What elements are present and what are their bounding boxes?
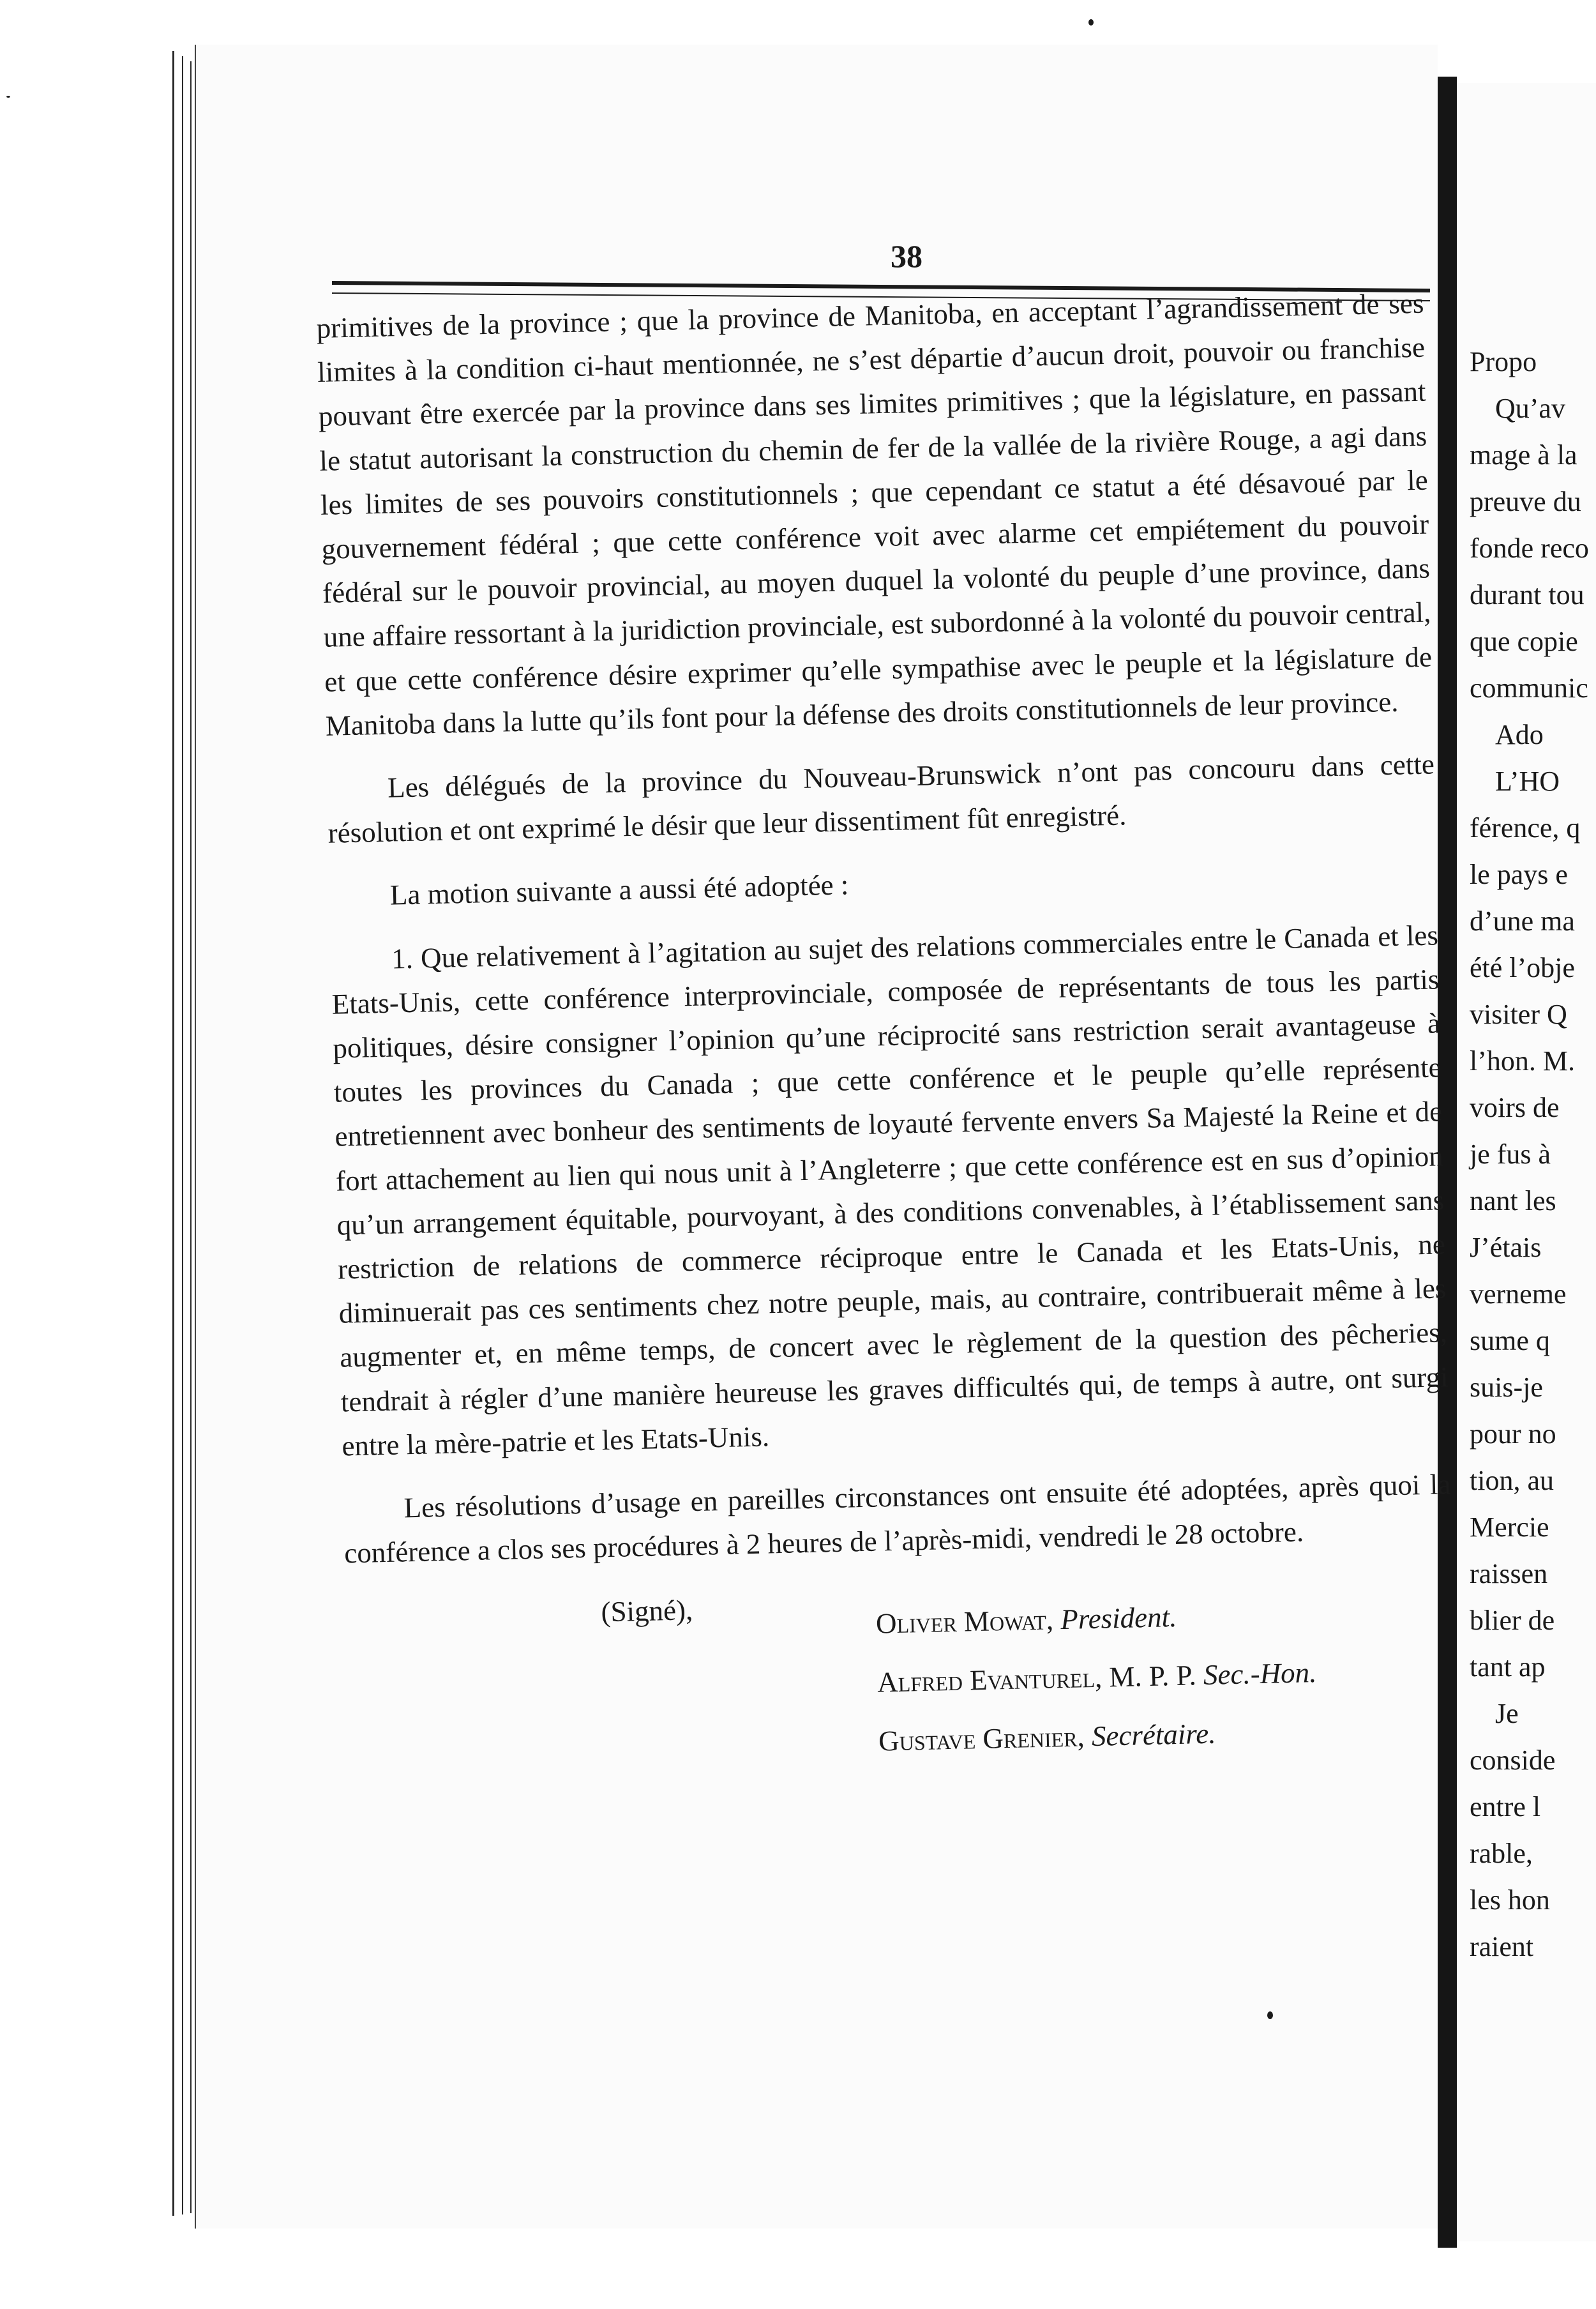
- numbered-resolution: 1. Que relativement à l’agitation au sujet des relations commerciales entre le Canada et les Etats-Unis, cette conférence interprovinciale, composée de représentants de tous les partis politiques, désire consigner l’opinion qu’une réciprocité sans restriction serait avantageuse à toutes les provinces du Canada ; que cette conférence et le peuple qu’elle représente entretiennent avec bonheur des sentiments de loyauté fervente envers Sa Majesté la Reine et de fort attachement au lien qui nous unit à l’Angleterre ; que cette conférence est en sus d’opinion qu’un arrangement équitable, pourvoyant, à des conditions convenables, à l’établissement sans restriction de relations de commerce réciproque entre le Canada et les Etats-Unis, ne diminuerait pas ces sentiments chez notre peuple, mais, au contraire, contribuerait même à les augmenter et, en même temps, de concert avec le règlement de la question des pêcheries, tendrait à régler d’une manière heureuse les graves difficultés qui, de temps à autre, ont surgi entre la mère-patrie et les Etats-Unis.: [331, 919, 1449, 1462]
- signature-block: [345, 1577, 1457, 1774]
- right-page-line: Ado: [1495, 719, 1544, 750]
- paragraph: Les délégués de la province du Nouveau-Brunswick n’ont pas concouru dans cette résolution et ont exprimé le désir que leur dissentiment fût enregistré.: [327, 748, 1435, 850]
- right-page-line: l’hon. M.: [1470, 1045, 1575, 1077]
- signatory-role: Sec.-Hon.: [1203, 1656, 1317, 1692]
- right-page-line: suis-je: [1470, 1372, 1543, 1403]
- scan-speck: [6, 96, 10, 98]
- right-page-line: raissen: [1470, 1558, 1548, 1589]
- right-page-line: mage à la: [1470, 439, 1577, 471]
- paragraph: primitives de la province ; que la province de Manitoba, en acceptant l’agrandissement de ses limites à la condition ci-haut mentionnée, ne s’est départie d’aucun droit, pouvoir ou franchise pouvant être exercée par la province dans ses limites primitives ; que la législature, en passant le statut autorisant la construction du chemin de fer de la vallée de la rivière Rouge, a agi dans les limites de ses pouvoirs constitutionnels ; que cependant ce statut a été désavoué par le gouvernement fédéral ; que cette conférence voit avec alarme cet empiétement du pouvoir fédéral sur le pouvoir provincial, au moyen duquel la volonté du peuple d’une province, dans une affaire ressortant à la juridiction provinciale, est subordonné à la volonté du pouvoir central, et que cette conférence désire exprimer qu’elle sympathise avec le peuple et la législature de Manitoba dans la lutte qu’ils font pour la défense des droits constitutionnels de leur province.: [316, 287, 1433, 742]
- right-page-line: verneme: [1470, 1278, 1567, 1310]
- right-page-line: rable,: [1470, 1838, 1533, 1869]
- right-page-line: je fus à: [1470, 1139, 1551, 1170]
- right-page-line: été l’obje: [1470, 952, 1575, 983]
- right-page-line: preuve du: [1470, 486, 1581, 517]
- right-page-text: [1470, 338, 1596, 1970]
- right-page-line: tion, au: [1470, 1465, 1554, 1496]
- right-page-line: raient: [1470, 1931, 1534, 1962]
- right-page-line: entre l: [1470, 1791, 1541, 1822]
- right-page-line: Qu’av: [1495, 393, 1565, 424]
- right-page-line: L’HO: [1495, 766, 1560, 797]
- right-page-line: blier de: [1470, 1605, 1555, 1636]
- body-text: [316, 282, 1457, 1774]
- right-page-line: que copie: [1470, 626, 1578, 657]
- signatory: [877, 1656, 1317, 1699]
- right-page-line: les hon: [1470, 1884, 1550, 1916]
- right-page-line: Mercie: [1470, 1511, 1549, 1543]
- signature-label: (Signé),: [600, 1594, 693, 1628]
- right-page-line: voirs de: [1470, 1092, 1560, 1123]
- right-page-line: conside: [1470, 1745, 1556, 1776]
- right-page: [1457, 83, 1596, 2241]
- paragraph: Les résolutions d’usage en pareilles circonstances ont ensuite été adoptées, après quoi la conférence a clos ses procédures à 2 heures de l’après-midi, vendredi le 28 octobre.: [343, 1468, 1451, 1570]
- right-page-line: J’étais: [1470, 1232, 1542, 1263]
- signatory-name: Gustave Grenier,: [878, 1720, 1085, 1758]
- right-page-line: le pays e: [1470, 859, 1568, 890]
- right-page-line: pour no: [1470, 1418, 1556, 1450]
- signatory-name: Oliver Mowat,: [875, 1603, 1054, 1640]
- right-page-line: férence, q: [1470, 812, 1581, 844]
- right-page-line: durant tou: [1470, 579, 1585, 610]
- right-page-line: tant ap: [1470, 1651, 1546, 1683]
- right-page-line: visiter Q: [1470, 999, 1567, 1030]
- right-page-line: Je: [1495, 1698, 1519, 1729]
- right-page-line: nant les: [1470, 1185, 1556, 1216]
- scan-speck: [1267, 2011, 1273, 2019]
- right-page-line: d’une ma: [1470, 905, 1575, 937]
- right-page-line: communic: [1470, 672, 1588, 704]
- signatory-name: Alfred Evanturel, M. P. P.: [877, 1659, 1197, 1699]
- right-page-line: fonde reco: [1470, 533, 1589, 564]
- signatory: [878, 1717, 1216, 1758]
- signatory: [875, 1600, 1177, 1640]
- paragraph: La motion suivante a aussi été adoptée :: [389, 868, 849, 912]
- page-number: 38: [891, 238, 922, 274]
- signatory-role: Secrétaire.: [1091, 1718, 1216, 1753]
- signatory-role: President.: [1060, 1601, 1177, 1636]
- scan-speck: [1088, 19, 1094, 26]
- right-page-line: sume q: [1470, 1325, 1550, 1356]
- right-page-line: Propo: [1470, 346, 1537, 377]
